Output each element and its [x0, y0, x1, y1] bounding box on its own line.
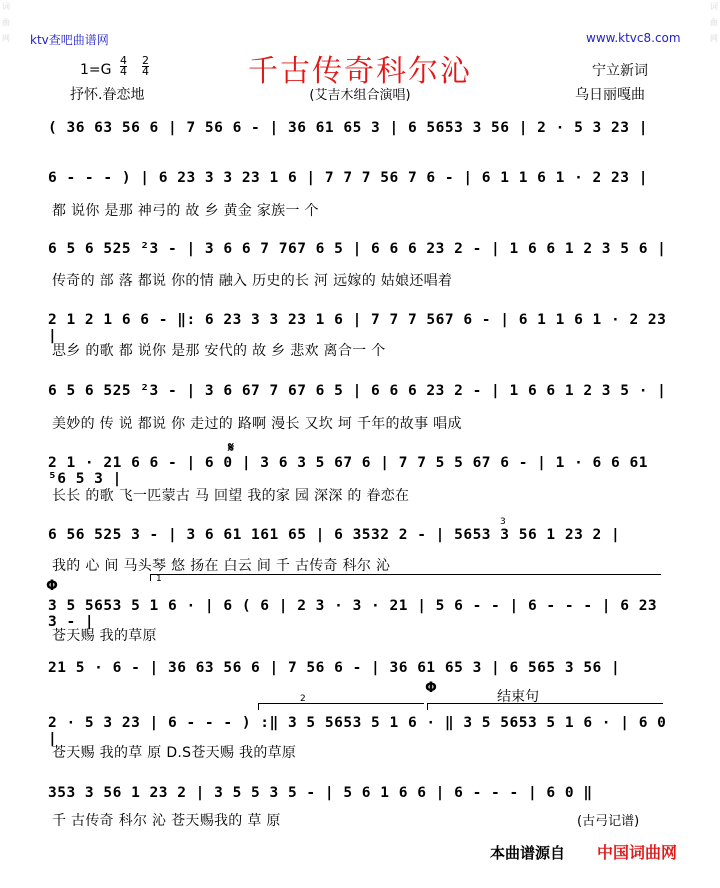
right-watermark-strip — [708, 0, 720, 888]
transcriber-credit: (古弓记谱) — [577, 814, 640, 829]
watermark-char: 词 — [710, 2, 718, 11]
notation-line: 6 - - - ) | 6 23 3 3 23 1 6 | 7 7 7 56 7 6 - | 6 1 1 6 1 · 2 23 | — [48, 170, 648, 186]
source-label: 本曲谱源自 — [490, 844, 566, 862]
meter-a — [120, 56, 127, 77]
notation-line: 21 5 · 6 - | 36 63 56 6 | 7 56 6 - | 36 61 65 3 | 6 565 3 56 | — [48, 660, 621, 676]
song-title: 千古传奇科尔沁 — [248, 54, 472, 89]
meter-b — [142, 56, 149, 77]
lyric-line: 思乡 的歌 都 说你 是那 安代的 故 乡 悲欢 离合一 个 — [52, 343, 386, 359]
second-ending-number: 2 — [300, 694, 306, 704]
ending-phrase-label: 结束句 — [497, 689, 539, 705]
notation-line: 2 1 2 1 6 6 - ‖: 6 23 3 3 23 1 6 | 7 7 7 567 6 - | 6 1 1 6 1 · 2 23 | — [48, 312, 667, 344]
segno-sign: 𝄋 — [228, 440, 235, 456]
first-ending-bracket — [150, 574, 661, 581]
key-signature: 1=G — [80, 62, 112, 78]
meter-a-bottom: 4 — [120, 65, 127, 78]
lyric-line: 千 古传奇 科尔 沁 苍天赐我的 草 原 — [52, 813, 281, 829]
site-link-left[interactable]: ktv查吧曲谱网 — [30, 33, 109, 47]
second-ending-bracket — [258, 703, 424, 710]
notation-line: 6 56 525 3 - | 3 6 61 161 65 | 6 3532 2 - | 5653 3 56 1 23 2 | — [48, 527, 621, 543]
site-link-right[interactable]: www.ktvc8.com — [586, 31, 681, 45]
meter-b-top: 2 — [142, 54, 149, 67]
coda-sign: Φ — [46, 578, 58, 594]
lyric-line: 我的 心 间 马头琴 悠 扬在 白云 间 千 古传奇 科尔 沁 — [52, 558, 391, 574]
watermark-char: 网 — [710, 34, 718, 43]
performance-style: 抒怀.眷恋地 — [70, 87, 145, 103]
lyric-line: 传奇的 部 落 都说 你的情 融入 历史的长 河 远嫁的 姑娘还唱着 — [52, 273, 453, 289]
composer: 乌日丽嘎曲 — [575, 87, 645, 103]
ending-phrase-bracket — [427, 703, 663, 710]
notation-line: 3 5 5653 5 1 6 · | 6 ( 6 | 2 3 · 3 · 21 | 5 6 - - | 6 - - - | 6 23 3 - | — [48, 598, 658, 630]
coda-sign: Φ — [425, 680, 437, 696]
notation-line: 2 · 5 3 23 | 6 - - - ) :‖ 3 5 5653 5 1 6 · ‖ 3 5 5653 5 1 6 · | 6 0 | — [48, 715, 667, 747]
lyric-line: 长长 的歌 飞一匹蒙古 马 回望 我的家 园 深深 的 眷恋在 — [52, 488, 410, 504]
meter-a-top: 4 — [120, 54, 127, 67]
watermark-char: 曲 — [710, 18, 718, 27]
watermark-char: 曲 — [2, 18, 10, 27]
notation-line: 2 1 · 21 6 6 - | 6 0 | 3 6 3 5 67 6 | 7 7 5 5 67 6 - | 1 · 6 6 61 ⁵6 5 3 | — [48, 455, 648, 487]
watermark-char: 词 — [2, 2, 10, 11]
notation-line: 6 5 6 525 ²3 - | 3 6 6 7 767 6 5 | 6 6 6 23 2 - | 1 6 6 1 2 3 5 6 | — [48, 241, 667, 257]
lyricist: 宁立新词 — [592, 63, 648, 79]
source-site-link[interactable]: 中国词曲网 — [597, 843, 678, 862]
lyric-line: 美妙的 传 说 都说 你 走过的 路啊 漫长 又坎 坷 千年的故事 唱成 — [52, 416, 462, 432]
lyric-line: 都 说你 是那 神弓的 故 乡 黄金 家族一 个 — [52, 203, 319, 219]
notation-line: 353 3 56 1 23 2 | 3 5 5 3 5 - | 5 6 1 6 6 | 6 - - - | 6 0 ‖ — [48, 785, 593, 801]
performer: (艾吉木组合演唱) — [309, 88, 411, 103]
first-ending-number: 1 — [156, 574, 162, 584]
lyric-line: 苍天赐 我的草 原 D.S苍天赐 我的草原 — [52, 745, 297, 761]
watermark-char: 网 — [2, 34, 10, 43]
triplet-mark: 3 — [500, 517, 506, 527]
notation-line: ( 36 63 56 6 | 7 56 6 - | 36 61 65 3 | 6 5653 3 56 | 2 · 5 3 23 | — [48, 120, 648, 136]
meter-b-bottom: 4 — [142, 65, 149, 78]
notation-line: 6 5 6 525 ²3 - | 3 6 67 7 67 6 5 | 6 6 6 23 2 - | 1 6 6 1 2 3 5 · | — [48, 383, 667, 399]
lyric-line: 苍天赐 我的草原 — [52, 628, 157, 644]
left-watermark-strip — [0, 0, 12, 888]
